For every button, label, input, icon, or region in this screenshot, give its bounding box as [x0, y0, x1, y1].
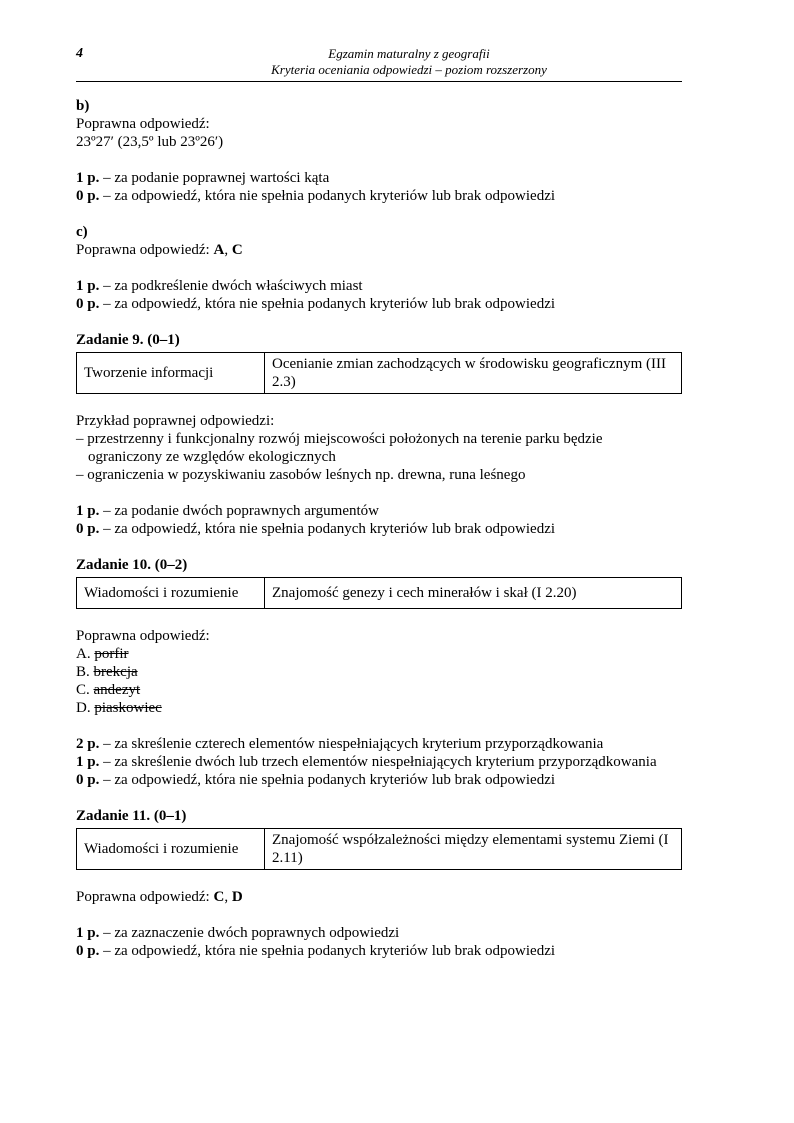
score-points: 2 p.: [76, 736, 100, 752]
task-9-example-label: Przykład poprawnej odpowiedzi:: [76, 413, 275, 429]
task-10-score-1: [76, 753, 682, 771]
task-9-score-0: [76, 520, 682, 538]
answer-separator: ,: [224, 242, 232, 258]
item-letter: B.: [76, 664, 94, 680]
task-10-score-0: [76, 771, 682, 789]
part-c-answer: [76, 241, 682, 259]
score-points: 0 p.: [76, 296, 100, 312]
score-points: 1 p.: [76, 503, 100, 519]
task-10-requirements-table: [76, 577, 682, 609]
item-letter: C.: [76, 682, 94, 698]
score-text: – za podkreślenie dwóch właściwych miast: [99, 278, 363, 294]
part-b-label: b): [76, 98, 90, 114]
part-b-answer-label: Poprawna odpowiedź:: [76, 116, 210, 132]
page-number: 4: [76, 46, 83, 61]
task-10-title: Zadanie 10. (0–2): [76, 557, 188, 573]
header-subtitle: Kryteria oceniania odpowiedzi – poziom rozszerzony: [271, 62, 547, 77]
score-points: 0 p.: [76, 772, 100, 788]
score-text: – za odpowiedź, która nie spełnia podanych kryteriów lub brak odpowiedzi: [99, 772, 556, 788]
score-text: – za podanie dwóch poprawnych argumentów: [99, 503, 379, 519]
part-c-score-1: [76, 277, 682, 295]
part-c: [76, 223, 682, 313]
score-text: – za odpowiedź, która nie spełnia podanych kryteriów lub brak odpowiedzi: [99, 521, 556, 537]
score-text: – za zaznaczenie dwóch poprawnych odpowiedzi: [99, 925, 400, 941]
task-11-score-1: [76, 924, 682, 942]
task-9-score-1: [76, 502, 682, 520]
task-9-bullet-2: – ograniczenia w pozyskiwaniu zasobów leśnych np. drewna, runa leśnego: [76, 467, 526, 483]
requirement-description: Ocenianie zmian zachodzących w środowisku geograficznym (III 2.3): [265, 353, 682, 394]
score-text: – za odpowiedź, która nie spełnia podanych kryteriów lub brak odpowiedzi: [99, 188, 556, 204]
score-points: 1 p.: [76, 170, 100, 186]
task-9-title: Zadanie 9. (0–1): [76, 332, 180, 348]
score-text: – za odpowiedź, która nie spełnia podanych kryteriów lub brak odpowiedzi: [99, 296, 556, 312]
part-b-score-0: [76, 187, 682, 205]
answer-label: Poprawna odpowiedź:: [76, 889, 214, 905]
answer-item-b: [76, 663, 682, 681]
part-b-answer-value: 23º27′ (23,5º lub 23º26′): [76, 134, 224, 150]
part-b: [76, 97, 682, 205]
answer-option-a: A: [213, 242, 225, 258]
answer-separator: ,: [224, 889, 232, 905]
score-points: 0 p.: [76, 188, 100, 204]
answer-option-c: C: [231, 242, 243, 258]
task-11: [76, 807, 682, 960]
header-titles: [136, 46, 682, 78]
document-page: [76, 44, 682, 960]
answer-item-d: [76, 699, 682, 717]
requirement-description: Znajomość genezy i cech minerałów i skał (I 2.20): [265, 578, 682, 609]
item-letter: D.: [76, 700, 95, 716]
score-points: 1 p.: [76, 754, 100, 770]
task-9-requirements-table: [76, 352, 682, 394]
part-c-score-0: [76, 295, 682, 313]
score-text: – za skreślenie dwóch lub trzech elementów niespełniających kryterium przyporządkowania: [99, 754, 657, 770]
answer-label: Poprawna odpowiedź:: [76, 242, 214, 258]
struck-word: brekcja: [93, 664, 138, 680]
answer-item-c: [76, 681, 682, 699]
task-11-score-0: [76, 942, 682, 960]
item-letter: A.: [76, 646, 95, 662]
requirement-category: Wiadomości i rozumienie: [77, 829, 265, 870]
struck-word: andezyt: [93, 682, 141, 698]
score-points: 0 p.: [76, 943, 100, 959]
part-b-score-1: [76, 169, 682, 187]
task-11-requirements-table: [76, 828, 682, 870]
task-10-score-2: [76, 735, 682, 753]
page-content: [76, 97, 682, 960]
struck-word: piaskowiec: [94, 700, 162, 716]
part-c-label: c): [76, 224, 88, 240]
score-text: – za podanie poprawnej wartości kąta: [99, 170, 330, 186]
score-text: – za skreślenie czterech elementów niespełniających kryterium przyporządkowania: [99, 736, 604, 752]
task-9-bullet-1: – przestrzenny i funkcjonalny rozwój miejscowości położonych na terenie parku będzie: [76, 431, 603, 447]
score-points: 1 p.: [76, 278, 100, 294]
requirement-category: Wiadomości i rozumienie: [77, 578, 265, 609]
requirement-category: Tworzenie informacji: [77, 353, 265, 394]
task-10-answer-label: Poprawna odpowiedź:: [76, 628, 210, 644]
requirement-description: Znajomość współzależności między elementami systemu Ziemi (I 2.11): [265, 829, 682, 870]
score-points: 1 p.: [76, 925, 100, 941]
task-10: [76, 556, 682, 789]
task-11-answer: [76, 888, 682, 906]
task-9-bullet-1-continued: ograniczony ze względów ekologicznych: [88, 449, 336, 465]
score-text: – za odpowiedź, która nie spełnia podanych kryteriów lub brak odpowiedzi: [99, 943, 556, 959]
struck-word: porfir: [94, 646, 129, 662]
answer-option-c: C: [213, 889, 225, 905]
page-header: [76, 44, 682, 82]
task-9: [76, 331, 682, 538]
answer-option-d: D: [231, 889, 243, 905]
header-title: Egzamin maturalny z geografii: [328, 46, 490, 61]
task-11-title: Zadanie 11. (0–1): [76, 808, 187, 824]
answer-item-a: [76, 645, 682, 663]
score-points: 0 p.: [76, 521, 100, 537]
